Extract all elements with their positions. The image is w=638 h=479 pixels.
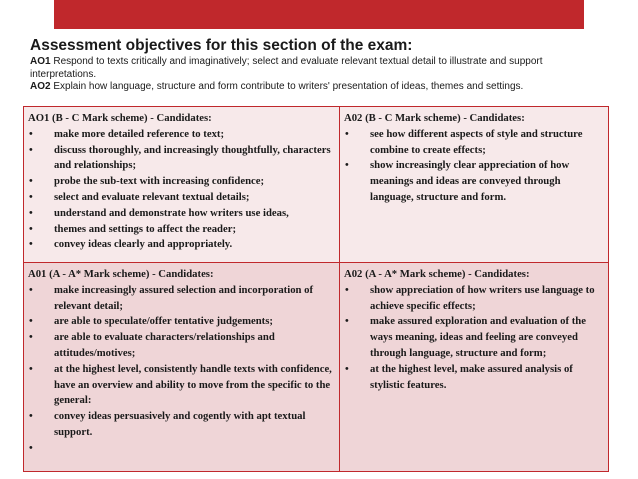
bullet-item <box>28 127 334 143</box>
intro-text <box>30 56 590 94</box>
mark-scheme-table <box>23 106 609 472</box>
bullet-item <box>344 127 603 159</box>
bullet-icon: • <box>29 331 33 344</box>
bullet-icon: • <box>29 143 33 156</box>
bullet-text: show appreciation of how writers use language to achieve specific effects; <box>370 283 595 312</box>
bullet-text: make more detailed reference to text; <box>54 127 225 140</box>
bullet-icon: • <box>29 283 33 296</box>
cell-ao1-a-astar <box>24 263 340 471</box>
ao1-description: Respond to texts critically and imaginatively; select and evaluate relevant textual detail to illustrate and support interpretations. <box>30 56 543 80</box>
bullet-item <box>344 283 603 315</box>
bullet-icon: • <box>29 441 33 454</box>
bullet-icon: • <box>29 238 33 251</box>
bullet-text: are able to evaluate characters/relationships and attitudes/motives; <box>54 331 275 359</box>
bullet-text: convey ideas clearly and appropriately. <box>54 238 233 251</box>
bullet-item <box>344 314 603 361</box>
bullet-item <box>28 237 334 253</box>
bullet-icon: • <box>345 315 349 328</box>
cell-ao1-b-c <box>24 107 340 263</box>
bullet-item <box>28 362 334 409</box>
bullet-text: themes and settings to affect the reader; <box>54 222 237 235</box>
bullet-list <box>28 283 334 454</box>
cell-heading: A02 (A - A* Mark scheme) - Candidates: <box>344 268 530 280</box>
bullet-icon: • <box>29 222 33 235</box>
bullet-item <box>28 409 334 441</box>
bullet-item <box>28 174 334 190</box>
bullet-list <box>28 127 334 253</box>
bullet-text: discuss thoroughly, and increasingly thoughtfully, characters and relationships; <box>54 143 331 172</box>
ao2-description: Explain how language, structure and form contribute to writers' presentation of ideas, themes and settings. <box>50 81 524 92</box>
bullet-text: make assured exploration and evaluation of the ways meaning, ideas and feeling are conveyed through language, structure and form; <box>370 315 586 359</box>
bullet-item <box>28 190 334 206</box>
bullet-icon: • <box>29 362 33 375</box>
bullet-text: at the highest level, make assured analysis of stylistic features. <box>370 362 573 391</box>
ao1-objective <box>30 56 590 81</box>
bullet-text: see how different aspects of style and structure combine to create effects; <box>370 127 583 156</box>
bullet-icon: • <box>29 206 33 219</box>
bullet-icon: • <box>29 127 33 140</box>
bullet-item <box>28 283 334 315</box>
bullet-item <box>344 158 603 205</box>
bullet-text: at the highest level, consistently handle texts with confidence, have an overview and ability to move from the specific to the general: <box>54 362 332 407</box>
bullet-icon: • <box>29 315 33 328</box>
bullet-icon: • <box>29 175 33 188</box>
bullet-item <box>28 330 334 362</box>
bullet-icon: • <box>345 159 349 172</box>
bullet-text: select and evaluate relevant textual details; <box>54 190 250 203</box>
bullet-icon: • <box>29 410 33 423</box>
bullet-list <box>344 283 603 394</box>
bullet-text: convey ideas persuasively and cogently with apt textual support. <box>54 410 306 438</box>
bullet-text: probe the sub-text with increasing confidence; <box>54 175 265 188</box>
cell-heading: AO1 (B - C Mark scheme) - Candidates: <box>28 112 212 124</box>
header-accent-bar <box>54 0 584 29</box>
bullet-item <box>28 206 334 222</box>
bullet-icon: • <box>29 190 33 203</box>
cell-ao2-b-c <box>340 107 608 263</box>
bullet-list <box>344 127 603 206</box>
page-title: Assessment objectives for this section of the exam: <box>30 37 413 54</box>
ao2-objective <box>30 81 590 94</box>
bullet-item <box>28 222 334 238</box>
cell-heading: A01 (A - A* Mark scheme) - Candidates: <box>28 268 214 280</box>
bullet-icon: • <box>345 127 349 140</box>
bullet-text: show increasingly clear appreciation of how meanings and ideas are conveyed through language, structure and form. <box>370 159 570 203</box>
cell-heading: A02 (B - C Mark scheme) - Candidates: <box>344 112 525 124</box>
bullet-item <box>28 314 334 330</box>
bullet-item <box>344 362 603 394</box>
bullet-text: make increasingly assured selection and incorporation of relevant detail; <box>54 283 314 312</box>
ao1-label: AO1 <box>30 56 51 67</box>
bullet-text: are able to speculate/offer tentative judgements; <box>54 315 273 328</box>
bullet-icon: • <box>345 283 349 296</box>
bullet-item <box>28 143 334 175</box>
bullet-text: understand and demonstrate how writers use ideas, <box>54 206 289 219</box>
bullet-icon: • <box>345 362 349 375</box>
ao2-label: AO2 <box>30 81 51 92</box>
cell-ao2-a-astar <box>340 263 608 471</box>
